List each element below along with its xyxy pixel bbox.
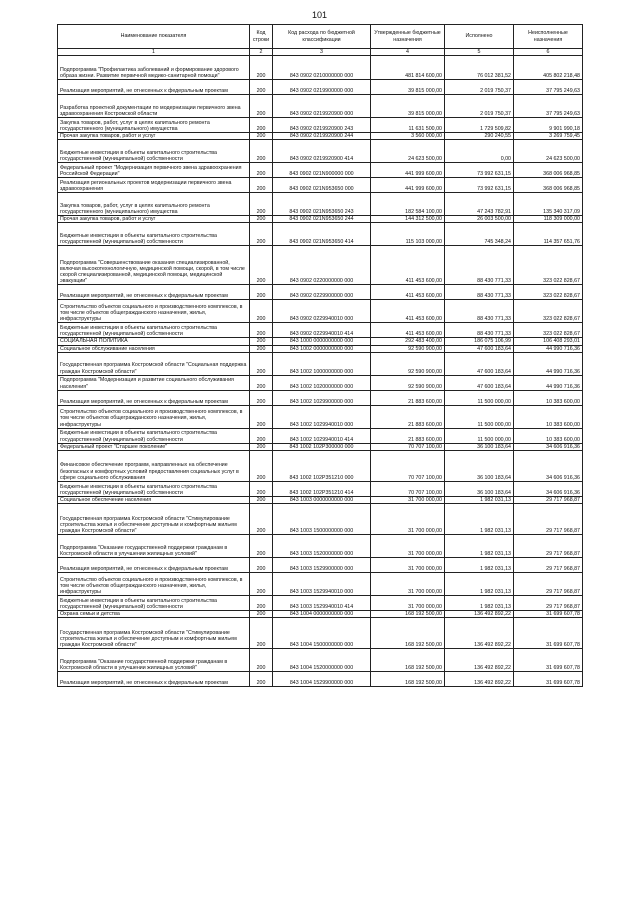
row-executed: 1 982 031,13	[445, 596, 514, 611]
row-approved: 11 631 500,00	[371, 118, 445, 133]
row-unexecuted: 37 795 249,63	[514, 95, 583, 118]
row-approved: 24 623 500,00	[371, 140, 445, 163]
column-number: 3	[273, 49, 371, 56]
row-name: Подпрограмма "Совершенствование оказания специализированной, включая высокотехнологичную, медицинской помощи, скорой, в том числе скорой специализированной, медицинской помощи, медицинской эвакуации"	[58, 246, 250, 285]
table-row	[58, 558, 583, 573]
row-approved: 144 312 500,00	[371, 216, 445, 223]
row-unexecuted: 37 795 249,63	[514, 80, 583, 95]
row-code: 200	[250, 56, 273, 80]
row-name: Строительство объектов социального и производственного комплексов, в том числе объектов общегражданского назначения, жилья, инфраструктуры	[58, 573, 250, 596]
row-name: Закупка товаров, работ, услуг в целях капитального ремонта государственного (муниципального) имущества	[58, 118, 250, 133]
row-name: Бюджетные инвестиции в объекты капитального строительства государственной (муниципальной) собственности	[58, 223, 250, 246]
row-kbk: 843 1002 102P300000 000	[273, 443, 371, 450]
row-name: Подпрограмма "Оказание государственной поддержки гражданам в Костромской области в улучшении жилищных условий"	[58, 649, 250, 672]
row-approved: 411 453 600,00	[371, 300, 445, 323]
row-approved: 31 700 000,00	[371, 535, 445, 558]
row-approved: 115 103 000,00	[371, 223, 445, 246]
row-executed: 26 003 500,00	[445, 216, 514, 223]
row-kbk: 843 1002 1000000000 000	[273, 352, 371, 375]
row-approved: 31 700 000,00	[371, 497, 445, 504]
row-kbk: 843 1003 1529900000 000	[273, 558, 371, 573]
row-code: 200	[250, 95, 273, 118]
row-executed: 88 430 771,33	[445, 285, 514, 300]
row-name: Реализация региональных проектов модернизации первичного звена здравоохранения	[58, 178, 250, 193]
row-executed: 136 492 892,22	[445, 672, 514, 687]
row-name: Прочая закупка товаров, работ и услуг	[58, 216, 250, 223]
table-row	[58, 223, 583, 246]
table-row	[58, 428, 583, 443]
row-unexecuted: 323 022 828,67	[514, 300, 583, 323]
row-kbk: 843 1002 102P351210 414	[273, 482, 371, 497]
row-approved: 21 883 600,00	[371, 390, 445, 405]
column-number: 1	[58, 49, 250, 56]
table-row	[58, 375, 583, 390]
row-approved: 31 700 000,00	[371, 558, 445, 573]
table-row	[58, 649, 583, 672]
row-unexecuted: 29 717 968,87	[514, 497, 583, 504]
row-kbk: 843 1004 0000000000 000	[273, 611, 371, 618]
row-name: Охрана семьи и детства	[58, 611, 250, 618]
row-name: Государственная программа Костромской области "Стимулирование строительства жилья и обеспечение доступным и комфортным жильем граждан Костромской области"	[58, 618, 250, 649]
row-name: Бюджетные инвестиции в объекты капитального строительства государственной (муниципальной) собственности	[58, 428, 250, 443]
row-name: Реализация мероприятий, не отнесенных к федеральным проектам	[58, 390, 250, 405]
row-kbk: 843 1002 1029940010 000	[273, 405, 371, 428]
table-row	[58, 573, 583, 596]
row-kbk: 843 1003 1500000000 000	[273, 504, 371, 535]
row-approved: 21 883 600,00	[371, 405, 445, 428]
row-kbk: 843 0902 021N953650 414	[273, 223, 371, 246]
header-name: Наименование показателя	[58, 25, 250, 49]
row-kbk: 843 1002 0000000000 000	[273, 345, 371, 352]
row-code: 200	[250, 140, 273, 163]
row-kbk: 843 1004 1529900000 000	[273, 672, 371, 687]
row-executed: 47 600 183,64	[445, 375, 514, 390]
row-kbk: 843 0902 0220000000 000	[273, 246, 371, 285]
table-row	[58, 618, 583, 649]
row-code: 200	[250, 390, 273, 405]
row-name: Реализация мероприятий, не отнесенных к федеральным проектам	[58, 558, 250, 573]
row-unexecuted: 3 269 759,45	[514, 133, 583, 140]
row-kbk: 843 0902 0229900000 000	[273, 285, 371, 300]
row-approved: 31 700 000,00	[371, 573, 445, 596]
row-kbk: 843 0902 021N953650 244	[273, 216, 371, 223]
row-approved: 21 883 600,00	[371, 428, 445, 443]
row-code: 200	[250, 375, 273, 390]
row-code: 200	[250, 338, 273, 345]
row-name: Социальное обеспечение населения	[58, 497, 250, 504]
row-approved: 441 999 600,00	[371, 163, 445, 178]
row-approved: 70 707 100,00	[371, 482, 445, 497]
row-approved: 39 815 000,00	[371, 95, 445, 118]
table-row	[58, 216, 583, 223]
row-code: 200	[250, 285, 273, 300]
row-name: Строительство объектов социального и производственного комплексов, в том числе объектов общегражданского назначения, жилья, инфраструктуры	[58, 300, 250, 323]
row-executed: 1 982 031,13	[445, 573, 514, 596]
table-row	[58, 345, 583, 352]
page-number: 101	[311, 10, 328, 20]
table-row	[58, 118, 583, 133]
row-code: 200	[250, 558, 273, 573]
column-number: 2	[250, 49, 273, 56]
row-executed: 136 492 892,22	[445, 618, 514, 649]
row-unexecuted: 106 408 293,01	[514, 338, 583, 345]
row-name: Прочая закупка товаров, работ и услуг	[58, 133, 250, 140]
row-approved: 168 192 500,00	[371, 611, 445, 618]
row-code: 200	[250, 649, 273, 672]
row-executed: 73 992 631,15	[445, 163, 514, 178]
row-unexecuted: 31 699 607,78	[514, 672, 583, 687]
row-name: Подпрограмма "Оказание государственной поддержки гражданам в Костромской области в улучшении жилищных условий"	[58, 535, 250, 558]
row-kbk: 843 1002 1029900000 000	[273, 390, 371, 405]
row-approved: 92 590 900,00	[371, 352, 445, 375]
row-name: Разработка проектной документации по модернизации первичного звена здравоохранения Костромской области	[58, 95, 250, 118]
row-executed: 88 430 771,33	[445, 300, 514, 323]
row-approved: 441 999 600,00	[371, 178, 445, 193]
row-unexecuted: 34 606 916,36	[514, 451, 583, 482]
row-executed: 36 100 183,64	[445, 443, 514, 450]
row-name: Бюджетные инвестиции в объекты капитального строительства государственной (муниципальной) собственности	[58, 596, 250, 611]
column-number-row	[58, 49, 583, 56]
row-approved: 70 707 100,00	[371, 451, 445, 482]
row-code: 200	[250, 163, 273, 178]
table-row	[58, 535, 583, 558]
table-row	[58, 95, 583, 118]
row-executed: 11 500 000,00	[445, 390, 514, 405]
row-approved: 92 590 900,00	[371, 375, 445, 390]
row-code: 200	[250, 497, 273, 504]
row-code: 200	[250, 482, 273, 497]
row-kbk: 843 0902 0219920900 243	[273, 118, 371, 133]
row-unexecuted: 34 606 916,36	[514, 482, 583, 497]
row-approved: 31 700 000,00	[371, 504, 445, 535]
header-approved: Утвержденные бюджетные назначения	[371, 25, 445, 49]
row-unexecuted: 31 699 607,78	[514, 611, 583, 618]
row-name: Реализация мероприятий, не отнесенных к федеральным проектам	[58, 672, 250, 687]
row-code: 200	[250, 223, 273, 246]
row-executed: 47 600 183,64	[445, 352, 514, 375]
row-executed: 186 075 106,99	[445, 338, 514, 345]
row-executed: 2 019 750,37	[445, 95, 514, 118]
row-code: 200	[250, 451, 273, 482]
row-unexecuted: 135 340 317,09	[514, 193, 583, 216]
row-name: Федеральный проект "Старшее поколение"	[58, 443, 250, 450]
row-unexecuted: 9 901 990,18	[514, 118, 583, 133]
row-code: 200	[250, 193, 273, 216]
row-code: 200	[250, 618, 273, 649]
table-row	[58, 611, 583, 618]
row-kbk: 843 1004 1520000000 000	[273, 649, 371, 672]
table-row	[58, 672, 583, 687]
table-header-row	[58, 25, 583, 49]
row-name: Социальное обслуживание населения	[58, 345, 250, 352]
row-kbk: 843 0902 021N953650 000	[273, 178, 371, 193]
table-row	[58, 323, 583, 338]
row-code: 200	[250, 405, 273, 428]
row-unexecuted: 44 990 716,36	[514, 375, 583, 390]
row-executed: 136 492 892,22	[445, 611, 514, 618]
row-unexecuted: 323 022 828,67	[514, 285, 583, 300]
row-unexecuted: 31 699 607,78	[514, 618, 583, 649]
row-executed: 136 492 892,22	[445, 649, 514, 672]
row-code: 200	[250, 118, 273, 133]
row-code: 200	[250, 80, 273, 95]
row-code: 200	[250, 216, 273, 223]
row-name: Закупка товаров, работ, услуг в целях капитального ремонта государственного (муниципального) имущества	[58, 193, 250, 216]
row-code: 200	[250, 573, 273, 596]
row-name: Государственная программа Костромской области "Стимулирование строительства жилья и обеспечение доступным и комфортным жильем граждан Костромской области"	[58, 504, 250, 535]
row-unexecuted: 405 802 218,48	[514, 56, 583, 80]
row-unexecuted: 31 699 607,78	[514, 649, 583, 672]
row-unexecuted: 10 383 600,00	[514, 405, 583, 428]
row-code: 200	[250, 323, 273, 338]
row-name: Бюджетные инвестиции в объекты капитального строительства государственной (муниципальной) собственности	[58, 323, 250, 338]
table-row	[58, 133, 583, 140]
row-unexecuted: 29 717 968,87	[514, 558, 583, 573]
row-kbk: 843 0902 0219920900 244	[273, 133, 371, 140]
row-name: СОЦИАЛЬНАЯ ПОЛИТИКА	[58, 338, 250, 345]
table-row	[58, 497, 583, 504]
header-executed: Исполнено	[445, 25, 514, 49]
table-row	[58, 193, 583, 216]
row-kbk: 843 0902 0210000000 000	[273, 56, 371, 80]
row-unexecuted: 118 309 000,00	[514, 216, 583, 223]
row-executed: 36 100 183,64	[445, 482, 514, 497]
header-unexecuted: Неисполненные назначения	[514, 25, 583, 49]
row-approved: 70 707 100,00	[371, 443, 445, 450]
row-kbk: 843 0902 021N953650 243	[273, 193, 371, 216]
row-code: 200	[250, 345, 273, 352]
row-unexecuted: 10 383 600,00	[514, 428, 583, 443]
row-code: 200	[250, 246, 273, 285]
row-code: 200	[250, 672, 273, 687]
row-executed: 2 019 750,37	[445, 80, 514, 95]
row-approved: 481 814 600,00	[371, 56, 445, 80]
row-name: Строительство объектов социального и производственного комплексов, в том числе объектов общегражданского назначения, жилья, инфраструктуры	[58, 405, 250, 428]
row-code: 200	[250, 133, 273, 140]
row-executed: 11 500 000,00	[445, 428, 514, 443]
row-executed: 1 982 031,13	[445, 497, 514, 504]
row-kbk: 843 1002 1029940010 414	[273, 428, 371, 443]
row-code: 200	[250, 596, 273, 611]
row-name: Подпрограмма "Модернизация и развитие социального обслуживания населения"	[58, 375, 250, 390]
column-number: 6	[514, 49, 583, 56]
row-unexecuted: 34 606 916,36	[514, 443, 583, 450]
row-code: 200	[250, 535, 273, 558]
table-row	[58, 405, 583, 428]
row-code: 200	[250, 443, 273, 450]
row-name: Бюджетные инвестиции в объекты капитального строительства государственной (муниципальной) собственности	[58, 482, 250, 497]
row-kbk: 843 0902 0219920900 000	[273, 95, 371, 118]
header-kbk: Код расхода по бюджетной классификации	[273, 25, 371, 49]
row-name: Подпрограмма "Профилактика заболеваний и формирование здорового образа жизни. Развитие первичной медико-санитарной помощи"	[58, 56, 250, 80]
row-executed: 0,00	[445, 140, 514, 163]
budget-execution-table	[57, 24, 583, 687]
row-unexecuted: 29 717 968,87	[514, 504, 583, 535]
row-executed: 290 240,55	[445, 133, 514, 140]
row-name: Реализация мероприятий, не отнесенных к федеральным проектам	[58, 285, 250, 300]
table-row	[58, 178, 583, 193]
row-executed: 1 729 509,82	[445, 118, 514, 133]
row-approved: 92 590 900,00	[371, 345, 445, 352]
row-executed: 745 348,24	[445, 223, 514, 246]
table-row	[58, 140, 583, 163]
row-unexecuted: 323 022 828,67	[514, 323, 583, 338]
table-row	[58, 300, 583, 323]
row-kbk: 843 1003 1529940010 000	[273, 573, 371, 596]
row-name: Реализация мероприятий, не отнесенных к федеральным проектам	[58, 80, 250, 95]
row-executed: 36 100 183,64	[445, 451, 514, 482]
table-row	[58, 285, 583, 300]
row-unexecuted: 368 006 968,85	[514, 163, 583, 178]
row-unexecuted: 44 990 716,36	[514, 345, 583, 352]
row-unexecuted: 29 717 968,87	[514, 596, 583, 611]
table-row	[58, 390, 583, 405]
row-approved: 168 192 500,00	[371, 672, 445, 687]
row-kbk: 843 1002 1020000000 000	[273, 375, 371, 390]
row-executed: 88 430 771,33	[445, 323, 514, 338]
row-name: Бюджетные инвестиции в объекты капитального строительства государственной (муниципальной) собственности	[58, 140, 250, 163]
table-body	[58, 56, 583, 687]
row-code: 200	[250, 352, 273, 375]
row-unexecuted: 114 357 651,76	[514, 223, 583, 246]
row-approved: 168 192 500,00	[371, 618, 445, 649]
row-name: Федеральный проект "Модернизация первичного звена здравоохранения Российской Федерации"	[58, 163, 250, 178]
table-row	[58, 163, 583, 178]
table-row	[58, 451, 583, 482]
row-unexecuted: 44 990 716,36	[514, 352, 583, 375]
column-number: 5	[445, 49, 514, 56]
row-kbk: 843 0902 0219900000 000	[273, 80, 371, 95]
table-row	[58, 482, 583, 497]
row-executed: 73 992 631,15	[445, 178, 514, 193]
row-approved: 39 815 000,00	[371, 80, 445, 95]
header-code: Код строки	[250, 25, 273, 49]
row-kbk: 843 1003 0000000000 000	[273, 497, 371, 504]
table-row	[58, 56, 583, 80]
row-approved: 168 192 500,00	[371, 649, 445, 672]
row-executed: 47 243 782,91	[445, 193, 514, 216]
row-executed: 76 012 381,52	[445, 56, 514, 80]
row-unexecuted: 24 623 500,00	[514, 140, 583, 163]
row-name: Финансовое обеспечение программ, направленных на обеспечение безопасных и комфортных условий предоставления социальных услуг в сфере социального обслуживания	[58, 451, 250, 482]
row-approved: 411 453 600,00	[371, 285, 445, 300]
row-code: 200	[250, 611, 273, 618]
row-unexecuted: 29 717 968,87	[514, 535, 583, 558]
table-row	[58, 504, 583, 535]
row-kbk: 843 0902 021N900000 000	[273, 163, 371, 178]
row-kbk: 843 1002 102P351210 000	[273, 451, 371, 482]
row-approved: 411 453 600,00	[371, 323, 445, 338]
row-executed: 88 430 771,33	[445, 246, 514, 285]
table-row	[58, 596, 583, 611]
row-unexecuted: 10 383 600,00	[514, 390, 583, 405]
row-kbk: 843 0902 0229940010 000	[273, 300, 371, 323]
column-number: 4	[371, 49, 445, 56]
table-row	[58, 338, 583, 345]
row-kbk: 843 1003 1529940010 414	[273, 596, 371, 611]
table-row	[58, 352, 583, 375]
row-approved: 292 483 400,00	[371, 338, 445, 345]
row-executed: 1 982 031,13	[445, 558, 514, 573]
row-code: 200	[250, 428, 273, 443]
table-row	[58, 80, 583, 95]
table-row	[58, 443, 583, 450]
row-approved: 182 584 100,00	[371, 193, 445, 216]
row-name: Государственная программа Костромской области "Социальная поддержка граждан Костромской области"	[58, 352, 250, 375]
row-approved: 31 700 000,00	[371, 596, 445, 611]
row-approved: 411 453 600,00	[371, 246, 445, 285]
row-executed: 47 600 183,64	[445, 345, 514, 352]
row-kbk: 843 0902 0219920900 414	[273, 140, 371, 163]
row-kbk: 843 1000 0000000000 000	[273, 338, 371, 345]
row-code: 200	[250, 300, 273, 323]
row-unexecuted: 29 717 968,87	[514, 573, 583, 596]
row-executed: 1 982 031,13	[445, 504, 514, 535]
row-kbk: 843 1003 1520000000 000	[273, 535, 371, 558]
row-kbk: 843 1004 1500000000 000	[273, 618, 371, 649]
row-code: 200	[250, 178, 273, 193]
row-kbk: 843 0902 0229940010 414	[273, 323, 371, 338]
row-unexecuted: 323 022 828,67	[514, 246, 583, 285]
table-row	[58, 246, 583, 285]
row-code: 200	[250, 504, 273, 535]
row-executed: 11 500 000,00	[445, 405, 514, 428]
row-approved: 3 560 000,00	[371, 133, 445, 140]
row-executed: 1 982 031,13	[445, 535, 514, 558]
row-unexecuted: 368 006 968,85	[514, 178, 583, 193]
